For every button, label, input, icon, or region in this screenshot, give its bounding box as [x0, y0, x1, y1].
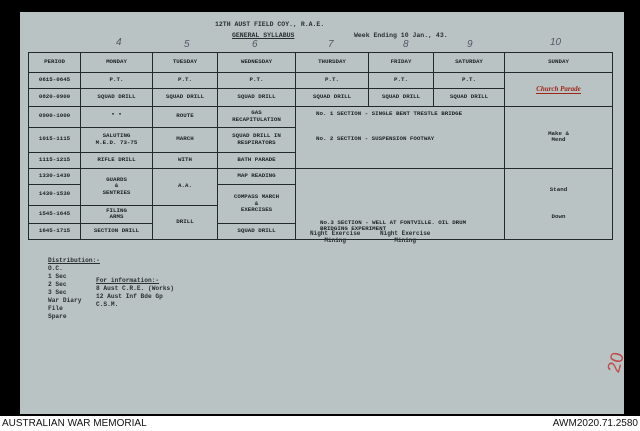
folio-number-stamp: 20	[603, 350, 628, 375]
col-header: SATURDAY	[434, 53, 505, 73]
cell: DRILL	[153, 205, 218, 240]
period-cell: 1115-1215	[29, 152, 81, 168]
list-item: Spare	[48, 313, 67, 321]
cell: SQUAD DRILL IN RESPIRATORS	[218, 127, 296, 152]
col-header: WEDNESDAY	[218, 53, 296, 73]
distribution-list	[48, 257, 100, 322]
cell: SQUAD DRILL	[218, 223, 296, 239]
table-header-row	[29, 53, 613, 73]
syllabus-table	[28, 52, 613, 240]
col-header: TUESDAY	[153, 53, 218, 73]
section-2-text: No. 2 SECTION - SUSPENSION FOOTWAY	[316, 134, 435, 142]
cell: SQUAD DRILL	[81, 88, 153, 106]
cell: COMPASS MARCH & EXERCISES	[218, 184, 296, 223]
period-cell: 1430-1530	[29, 184, 81, 205]
list-item: 12 Aust Inf Bde Gp	[96, 293, 163, 301]
information-list	[96, 277, 174, 309]
list-item: O.C.	[48, 265, 63, 273]
cell: SQUAD DRILL	[153, 88, 218, 106]
cell: SQUAD DRILL	[369, 88, 434, 106]
period-cell: 1545-1645	[29, 205, 81, 223]
sunday-make-mend-cell: Make & Mend	[505, 106, 613, 168]
section-1-text: No. 1 SECTION - SINGLE BENT TRESTLE BRIDGE	[316, 109, 463, 117]
page-number: 9	[467, 39, 473, 50]
cell: MARCH	[153, 127, 218, 152]
cell: P.T.	[369, 72, 434, 88]
page-number: 4	[116, 37, 122, 48]
page-number: 5	[184, 39, 190, 50]
cell: FILING ARMS	[81, 205, 153, 223]
col-header: SUNDAY	[505, 53, 613, 73]
sunday-church-cell	[505, 72, 613, 106]
distribution-title: Distribution:-	[48, 257, 100, 264]
list-item: 1 Sec	[48, 273, 67, 281]
cell: WITH	[153, 152, 218, 168]
cell: P.T.	[434, 72, 505, 88]
syllabus-title: GENERAL SYLLABUS	[232, 32, 295, 39]
period-cell: 1330-1430	[29, 168, 81, 184]
cell: ROUTE	[153, 106, 218, 127]
page-number: 7	[328, 39, 334, 50]
week-ending: Week Ending 10 Jan., 43.	[354, 32, 448, 39]
period-cell: 0900-1000	[29, 106, 81, 127]
thu-sat-sections-cell	[296, 106, 505, 168]
cell: " "	[81, 106, 153, 127]
cell: BATH PARADE	[218, 152, 296, 168]
cell: P.T.	[296, 72, 369, 88]
cell: RIFLE DRILL	[81, 152, 153, 168]
period-cell: 0820-0900	[29, 88, 81, 106]
cell: SQUAD DRILL	[296, 88, 369, 106]
col-header: PERIOD	[29, 53, 81, 73]
list-item: C.S.M.	[96, 301, 119, 309]
cell: SECTION DRILL	[81, 223, 153, 239]
table-row	[29, 72, 613, 88]
table-row	[29, 106, 613, 127]
period-cell: 0615-0645	[29, 72, 81, 88]
period-cell: 1645-1715	[29, 223, 81, 239]
unit-title: 12TH AUST FIELD COY., R.A.E.	[215, 21, 325, 28]
list-item: 2 Sec	[48, 281, 67, 289]
sunday-stand-down-cell: Stand Down	[505, 168, 613, 239]
table-row	[29, 168, 613, 184]
page-number: 6	[252, 39, 258, 50]
col-header: FRIDAY	[369, 53, 434, 73]
church-parade-text: Church Parade	[536, 84, 581, 93]
col-header: MONDAY	[81, 53, 153, 73]
list-item: File	[48, 305, 63, 313]
cell: GUARDS & SENTRIES	[81, 168, 153, 205]
cell: A.A.	[153, 168, 218, 205]
col-header: THURSDAY	[296, 53, 369, 73]
list-item: War Diary	[48, 297, 82, 305]
information-title: For information:-	[96, 277, 160, 284]
list-item: 8 Aust C.R.E. (Works)	[96, 285, 174, 293]
cell: MAP READING	[218, 168, 296, 184]
cell: P.T.	[218, 72, 296, 88]
cell: GAS RECAPITULATION	[218, 106, 296, 127]
footer-bar	[0, 416, 640, 431]
cell: SQUAD DRILL	[434, 88, 505, 106]
thursday-night-exercise: Night Exercise Mining	[310, 230, 361, 244]
footer-institution: AUSTRALIAN WAR MEMORIAL	[2, 418, 147, 429]
page-number: 8	[403, 39, 409, 50]
footer-accession-number: AWM2020.71.2580	[552, 418, 638, 429]
cell: P.T.	[153, 72, 218, 88]
section-3-cell: No.3 SECTION - WELL AT FONTVILLE. OIL DRUM BRIDGING EXPERIMENT	[296, 168, 505, 239]
cell: P.T.	[81, 72, 153, 88]
document-sheet	[20, 12, 628, 414]
cell: SQUAD DRILL	[218, 88, 296, 106]
list-item: 3 Sec	[48, 289, 67, 297]
period-cell: 1015-1115	[29, 127, 81, 152]
friday-night-exercise: Night Exercise Mining	[380, 230, 431, 244]
cell: SALUTING M.E.D. 73-75	[81, 127, 153, 152]
page-number: 10	[550, 37, 562, 48]
